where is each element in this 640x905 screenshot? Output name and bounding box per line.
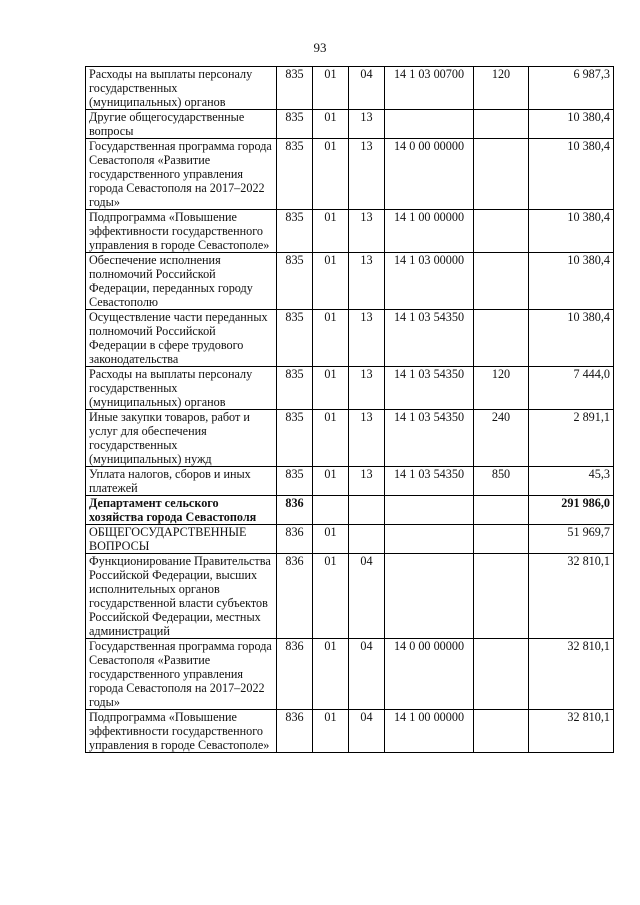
table-row	[86, 554, 614, 639]
cell-expense-type	[474, 253, 529, 310]
cell-section-code: 01	[313, 710, 349, 753]
cell-section-code: 01	[313, 210, 349, 253]
table-row	[86, 367, 614, 410]
table-row	[86, 525, 614, 554]
cell-section-code: 01	[313, 467, 349, 496]
cell-department-code: 835	[277, 367, 313, 410]
cell-name: Подпрограмма «Повышение эффективности государственного управления в городе Севастополе»	[86, 210, 277, 253]
cell-expense-type: 850	[474, 467, 529, 496]
table-row	[86, 110, 614, 139]
cell-subsection-code: 13	[349, 139, 385, 210]
cell-department-code: 836	[277, 554, 313, 639]
cell-department-code: 835	[277, 67, 313, 110]
cell-amount: 32 810,1	[529, 639, 614, 710]
cell-target-article	[385, 110, 474, 139]
cell-section-code: 01	[313, 639, 349, 710]
table-row	[86, 467, 614, 496]
cell-expense-type: 120	[474, 67, 529, 110]
cell-section-code: 01	[313, 139, 349, 210]
cell-name: Иные закупки товаров, работ и услуг для обеспечения государственных (муниципальных) нужд	[86, 410, 277, 467]
cell-expense-type	[474, 710, 529, 753]
table-row	[86, 496, 614, 525]
cell-expense-type	[474, 496, 529, 525]
cell-name: Осуществление части переданных полномочий Российской Федерации в сфере трудового законодательства	[86, 310, 277, 367]
cell-expense-type: 240	[474, 410, 529, 467]
cell-target-article: 14 1 03 00000	[385, 253, 474, 310]
cell-amount: 291 986,0	[529, 496, 614, 525]
table-row	[86, 139, 614, 210]
cell-name: Департамент сельского хозяйства города Севастополя	[86, 496, 277, 525]
cell-amount: 10 380,4	[529, 110, 614, 139]
cell-target-article: 14 1 00 00000	[385, 210, 474, 253]
cell-section-code: 01	[313, 110, 349, 139]
cell-name: Уплата налогов, сборов и иных платежей	[86, 467, 277, 496]
cell-target-article	[385, 525, 474, 554]
cell-department-code: 836	[277, 639, 313, 710]
cell-amount: 6 987,3	[529, 67, 614, 110]
cell-target-article: 14 1 00 00000	[385, 710, 474, 753]
cell-subsection-code: 04	[349, 554, 385, 639]
cell-name: Государственная программа города Севастополя «Развитие государственного управления города Севастополя на 2017–2022 годы»	[86, 639, 277, 710]
cell-expense-type	[474, 554, 529, 639]
cell-subsection-code	[349, 525, 385, 554]
table-row	[86, 253, 614, 310]
cell-name: Подпрограмма «Повышение эффективности государственного управления в городе Севастополе»	[86, 710, 277, 753]
cell-subsection-code: 13	[349, 467, 385, 496]
cell-section-code: 01	[313, 554, 349, 639]
cell-target-article: 14 1 03 00700	[385, 67, 474, 110]
table-row	[86, 410, 614, 467]
cell-subsection-code: 13	[349, 110, 385, 139]
cell-name: ОБЩЕГОСУДАРСТВЕННЫЕ ВОПРОСЫ	[86, 525, 277, 554]
cell-amount: 7 444,0	[529, 367, 614, 410]
cell-subsection-code: 13	[349, 210, 385, 253]
cell-department-code: 835	[277, 253, 313, 310]
cell-amount: 51 969,7	[529, 525, 614, 554]
table-row	[86, 710, 614, 753]
cell-expense-type	[474, 210, 529, 253]
cell-amount: 32 810,1	[529, 554, 614, 639]
cell-section-code	[313, 496, 349, 525]
table-row	[86, 210, 614, 253]
cell-department-code: 836	[277, 496, 313, 525]
table-row	[86, 639, 614, 710]
cell-target-article	[385, 496, 474, 525]
cell-section-code: 01	[313, 253, 349, 310]
cell-target-article: 14 1 03 54350	[385, 367, 474, 410]
cell-target-article: 14 0 00 00000	[385, 639, 474, 710]
cell-subsection-code: 13	[349, 310, 385, 367]
cell-name: Государственная программа города Севастополя «Развитие государственного управления города Севастополя на 2017–2022 годы»	[86, 139, 277, 210]
cell-section-code: 01	[313, 525, 349, 554]
cell-amount: 2 891,1	[529, 410, 614, 467]
cell-name: Расходы на выплаты персоналу государственных (муниципальных) органов	[86, 367, 277, 410]
cell-name: Функционирование Правительства Российской Федерации, высших исполнительных органов государственной власти субъектов Российской Федерации, местных администраций	[86, 554, 277, 639]
cell-department-code: 835	[277, 310, 313, 367]
cell-subsection-code: 04	[349, 710, 385, 753]
budget-table-body	[86, 67, 614, 753]
cell-department-code: 835	[277, 210, 313, 253]
cell-section-code: 01	[313, 410, 349, 467]
cell-department-code: 836	[277, 710, 313, 753]
cell-subsection-code: 13	[349, 410, 385, 467]
cell-subsection-code: 04	[349, 67, 385, 110]
cell-subsection-code: 13	[349, 253, 385, 310]
cell-section-code: 01	[313, 310, 349, 367]
cell-expense-type	[474, 525, 529, 554]
cell-amount: 10 380,4	[529, 210, 614, 253]
cell-amount: 10 380,4	[529, 139, 614, 210]
cell-name: Обеспечение исполнения полномочий Российской Федерации, переданных городу Севастополю	[86, 253, 277, 310]
page-number: 93	[313, 40, 327, 55]
cell-subsection-code: 13	[349, 367, 385, 410]
cell-name: Другие общегосударственные вопросы	[86, 110, 277, 139]
cell-amount: 32 810,1	[529, 710, 614, 753]
cell-department-code: 835	[277, 410, 313, 467]
cell-amount: 45,3	[529, 467, 614, 496]
cell-expense-type	[474, 639, 529, 710]
cell-department-code: 835	[277, 110, 313, 139]
table-row	[86, 310, 614, 367]
cell-expense-type	[474, 139, 529, 210]
cell-department-code: 835	[277, 139, 313, 210]
cell-department-code: 835	[277, 467, 313, 496]
table-row	[86, 67, 614, 110]
cell-section-code: 01	[313, 367, 349, 410]
cell-section-code: 01	[313, 67, 349, 110]
cell-expense-type	[474, 310, 529, 367]
cell-expense-type: 120	[474, 367, 529, 410]
cell-department-code: 836	[277, 525, 313, 554]
budget-table	[85, 66, 614, 753]
cell-amount: 10 380,4	[529, 310, 614, 367]
cell-subsection-code	[349, 496, 385, 525]
cell-subsection-code: 04	[349, 639, 385, 710]
cell-expense-type	[474, 110, 529, 139]
cell-name: Расходы на выплаты персоналу государственных (муниципальных) органов	[86, 67, 277, 110]
cell-target-article: 14 1 03 54350	[385, 310, 474, 367]
cell-target-article: 14 1 03 54350	[385, 410, 474, 467]
cell-amount: 10 380,4	[529, 253, 614, 310]
cell-target-article	[385, 554, 474, 639]
cell-target-article: 14 1 03 54350	[385, 467, 474, 496]
cell-target-article: 14 0 00 00000	[385, 139, 474, 210]
